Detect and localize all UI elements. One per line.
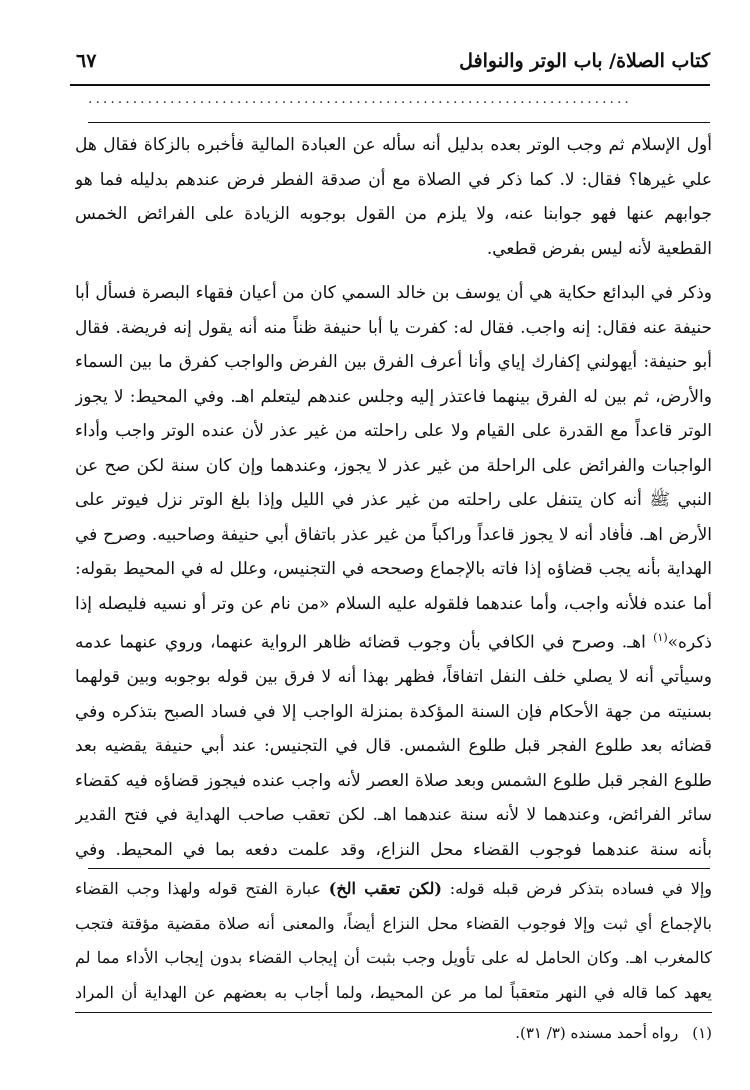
paragraph-2 [75, 276, 712, 868]
paragraph-2-tail: اهـ. وصرح في الكافي بأن وجوب قضائه ظاهر الرواية عنهما، وروي عنهما عدمه وسيأتي أنه لا يصلي خلف النفل اتفاقاً، فظهر بهذا أنه لا فرق بين قوله بوجوبه وبين قولهما بسنيته من جهة الأحكام فإن السنة المؤكدة بمنزلة الواجب إلا في فساد الصبح بتذكره وفي قضائه بعد طلوع الفجر قبل طلوع الشمس. قال في التجنيس: عند أبي حنيفة يقضيه بعد طلوع الفجر قبل طلوع الشمس وبعد صلاة العصر لأنه واجب عنده فيجوز قضاؤه فيه كقضاء سائر الفرائض، وعندهما لا لأنه سنة عندهما اهـ. لكن تعقب صاحب الهداية في فتح القدير بأنه سنة عندهما فوجوب القضاء محل النزاع، وقد علمت دفعه بما في المحيط. وفي [75, 632, 712, 860]
main-text-rule [88, 122, 710, 123]
footnote-text: رواه أحمد مسنده (٣/ ٣١). [515, 1024, 679, 1042]
page-number: ٦٧ [76, 50, 97, 72]
footnote-rule [75, 1012, 712, 1013]
footnote [515, 1018, 712, 1048]
commentary-bold-phrase: (لكن تعقب الخ) [328, 879, 442, 898]
commentary-rule [88, 868, 710, 869]
commentary-text [75, 872, 712, 1010]
page-header [70, 44, 710, 86]
commentary-rest: عبارة الفتح قوله ولهذا وجب القضاء بالإجماع أي ثبت وإلا فوجوب القضاء محل النزاع أيضاً، والمعنى أنه صلاة مقضية مؤقتة فتجب كالمغرب اهـ. وكان الحامل له على تأويل وجب بثبت أن إيجاب القضاء بدون إيجاب الأداء مما لم يعهد كما قاله في النهر متعقباً لما مر عن المحيط، ولما أجاب به بعضهم عن الهداية أن المراد [75, 879, 712, 1002]
commentary-paragraph [75, 872, 712, 1010]
dotted-separator: ......................................................................... [88, 91, 632, 107]
commentary-lead: وإلا في فساده بتذكر فرض قبله قوله: [441, 879, 712, 898]
footnote-number: (١) [692, 1024, 712, 1042]
paragraph-2-body: وذكر في البدائع حكاية هي أن يوسف بن خالد السمي كان من أعيان فقهاء البصرة فسأل أبا حنيفة عنه فقال: إنه واجب. فقال له: كفرت يا أبا حنيفة ظناً منه أنه يقول إنه فريضة. فقال أبو حنيفة: أيهولني إكفارك إياي وأنا أعرف الفرق بين الفرض والواجب كفرق ما بين السماء والأرض، ثم بين له الفرق بينهما فاعتذر إليه وجلس عندهم ليتعلم اهـ. وفي المحيط: لا يجوز الوتر قاعداً مع القدرة على القيام ولا على راحلته من غير عذر لأن عنده الوتر واجب وأداء الواجبات والفرائض على الراحلة من غير عذر لا يجوز، وعندهما وإن كان سنة لكن صح عن النبي ﷺ أنه كان يتنفل على راحلته من غير عذر في الليل وإذا بلغ الوتر نزل فيوتر على الأرض اهـ. فأفاد أنه لا يجوز قاعداً وراكباً من غير عذر باتفاق أبي حنيفة وصاحبيه. وصرح في الهداية بأنه يجب قضاؤه إذا فاته بالإجماع وصححه في التجنيس، وعلل له في المحيط بقوله: أما عنده فلأنه واجب، وأما عندهما فلقوله عليه السلام «من نام عن وتر أو نسيه فليصله إذا ذكره» [75, 283, 712, 653]
running-title: كتاب الصلاة/ باب الوتر والنوافل [459, 50, 710, 72]
paragraph-1: أول الإسلام ثم وجب الوتر بعده بدليل أنه سأله عن العبادة المالية فأخبره بالزكاة فقال هل علي غيرها؟ فقال: لا. كما ذكر في الصلاة مع أن صدقة الفطر فرض عندهم بدليله فما هو جوابهم عنها فهو جوابنا عنه، ولا يلزم من القول بوجوبه الزيادة على الفرائض الخمس القطعية لأنه ليس بفرض قطعي. [75, 135, 712, 259]
main-text [75, 128, 712, 868]
footnote-marker: (١) [653, 631, 668, 644]
